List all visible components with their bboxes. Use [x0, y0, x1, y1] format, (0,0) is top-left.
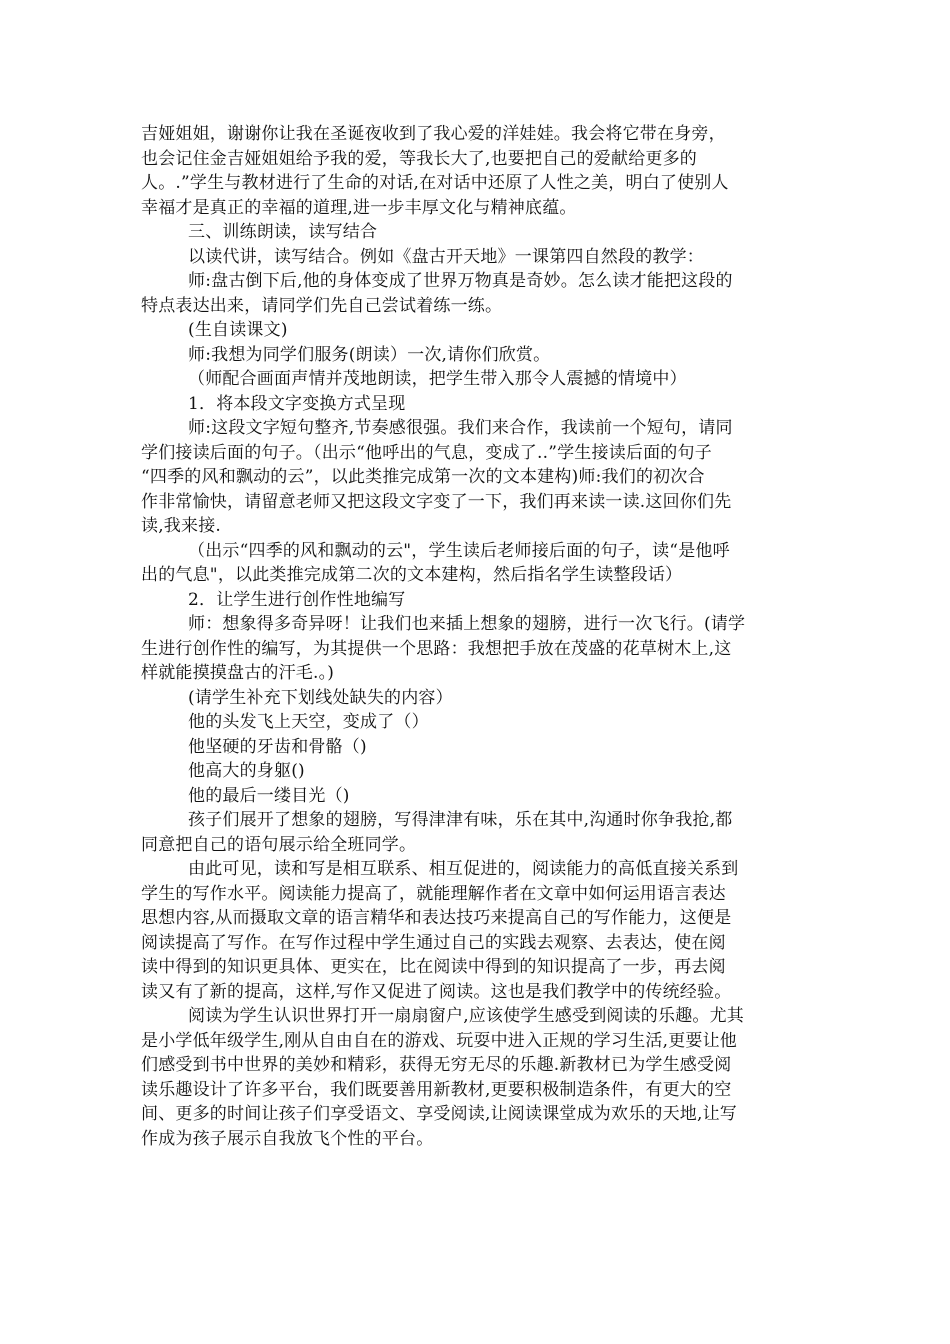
- text-line: 特点表达出来，请同学们先自己尝试着练一练。: [141, 295, 503, 316]
- text-line: 出的气息"，以此类推完成第二次的文本建构，然后指名学生读整段话）: [141, 565, 683, 585]
- text-line: 读乐趣设计了许多平台，我们既要善用新教材,更要积极制造条件，有更大的空: [141, 1079, 732, 1100]
- text-line: 师:这段文字短句整齐,节奏感很强。我们来合作，我读前一个短句，请同: [188, 418, 733, 438]
- text-line: 他坚硬的牙齿和骨骼（): [188, 736, 367, 757]
- text-line: 幸福才是真正的幸福的道理,进一步丰厚文化与精神底蕴。: [141, 197, 577, 218]
- document-body: [141, 122, 813, 1151]
- text-line: 读,我来接.: [141, 516, 222, 536]
- text-line: 三、训练朗读，读写结合: [188, 222, 378, 242]
- text-line: 学们接读后面的句子。（出示“他呼出的气息，变成了..”学生接读后面的句子: [141, 442, 712, 463]
- text-line: 2．让学生进行创作性地编写: [188, 589, 406, 610]
- text-line: 思想内容,从而摄取文章的语言精华和表达技巧来提高自己的写作能力，这便是: [141, 908, 732, 928]
- text-line: 作非常愉快，请留意老师又把这段文字变了一下，我们再来读一读.这回你们先: [141, 491, 732, 512]
- text-line: 是小学低年级学生,刚从自由自在的游戏、玩耍中进入正规的学习生活,更要让他: [141, 1030, 738, 1051]
- text-line: 们感受到书中世界的美妙和精彩，获得无穷无尽的乐趣.新教材已为学生感受阅: [141, 1055, 732, 1075]
- text-line: 师：想象得多奇异呀！让我们也来插上想象的翅膀，进行一次飞行。(请学: [188, 614, 746, 634]
- text-line: (生自读课文): [188, 320, 288, 340]
- text-line: 他的最后一缕目光（): [188, 785, 350, 806]
- text-line: 1．将本段文字变换方式呈现: [188, 393, 406, 414]
- text-line: 他的头发飞上天空，变成了（）: [188, 712, 429, 732]
- text-line: 由此可见，读和写是相互联系、相互促进的，阅读能力的高低直接关系到: [188, 859, 739, 879]
- text-line: “四季的风和飘动的云”，以此类推完成第一次的文本建构)师:我们的初次合: [141, 467, 705, 487]
- text-line: 也会记住金吉娅姐姐给予我的爱，等我长大了,也要把自己的爱献给更多的: [141, 148, 698, 169]
- text-line: 阅读为学生认识世界打开一扇扇窗户,应该使学生感受到阅读的乐趣。尤其: [188, 1006, 745, 1026]
- text-line: 读又有了新的提高，这样,写作又促进了阅读。这也是我们教学中的传统经验。: [141, 981, 732, 1002]
- text-line: 学生的写作水平。阅读能力提高了，就能理解作者在文章中如何运用语言表达: [141, 883, 726, 904]
- text-line: 以读代讲，读写结合。例如《盘古开天地》一课第四自然段的教学：: [188, 246, 704, 267]
- text-line: 同意把自己的语句展示给全班同学。: [141, 834, 417, 855]
- text-line: （出示“四季的风和飘动的云"，学生读后老师接后面的句子，读“是他呼: [188, 540, 730, 561]
- text-line: 人。.”学生与教材进行了生命的对话,在对话中还原了人性之美，明白了使别人: [141, 173, 729, 193]
- text-line: 师:盘古倒下后,他的身体变成了世界万物真是奇妙。怎么读才能把这段的: [188, 271, 733, 291]
- text-line: 作成为孩子展示自我放飞个性的平台。: [141, 1128, 434, 1149]
- text-line: (请学生补充下划线处缺失的内容）: [188, 687, 453, 708]
- text-line: 读中得到的知识更具体、更实在，比在阅读中得到的知识提高了一步，再去阅: [141, 957, 726, 977]
- text-line: 间、更多的时间让孩子们享受语文、享受阅读,让阅读课堂成为欢乐的天地,让写: [141, 1104, 738, 1124]
- text-line: （师配合画面声情并茂地朗读，把学生带入那令人震撼的情境中）: [188, 369, 687, 389]
- text-line: 孩子们展开了想象的翅膀，写得津津有味，乐在其中,沟通时你争我抢,都: [188, 810, 733, 830]
- text-line: 生进行创作性的编写，为其提供一个思路：我想把手放在茂盛的花草树木上,这: [141, 638, 732, 659]
- text-line: 师:我想为同学们服务(朗读）一次,请你们欣赏。: [188, 344, 551, 365]
- text-line: 他高大的身躯(): [188, 761, 305, 781]
- text-line: 样就能摸摸盘古的汗毛.。): [141, 663, 335, 683]
- text-line: 阅读提高了写作。在写作过程中学生通过自己的实践去观察、去表达，使在阅: [141, 932, 726, 953]
- text-line: 吉娅姐姐，谢谢你让我在圣诞夜收到了我心爱的洋娃娃。我会将它带在身旁，: [141, 124, 726, 144]
